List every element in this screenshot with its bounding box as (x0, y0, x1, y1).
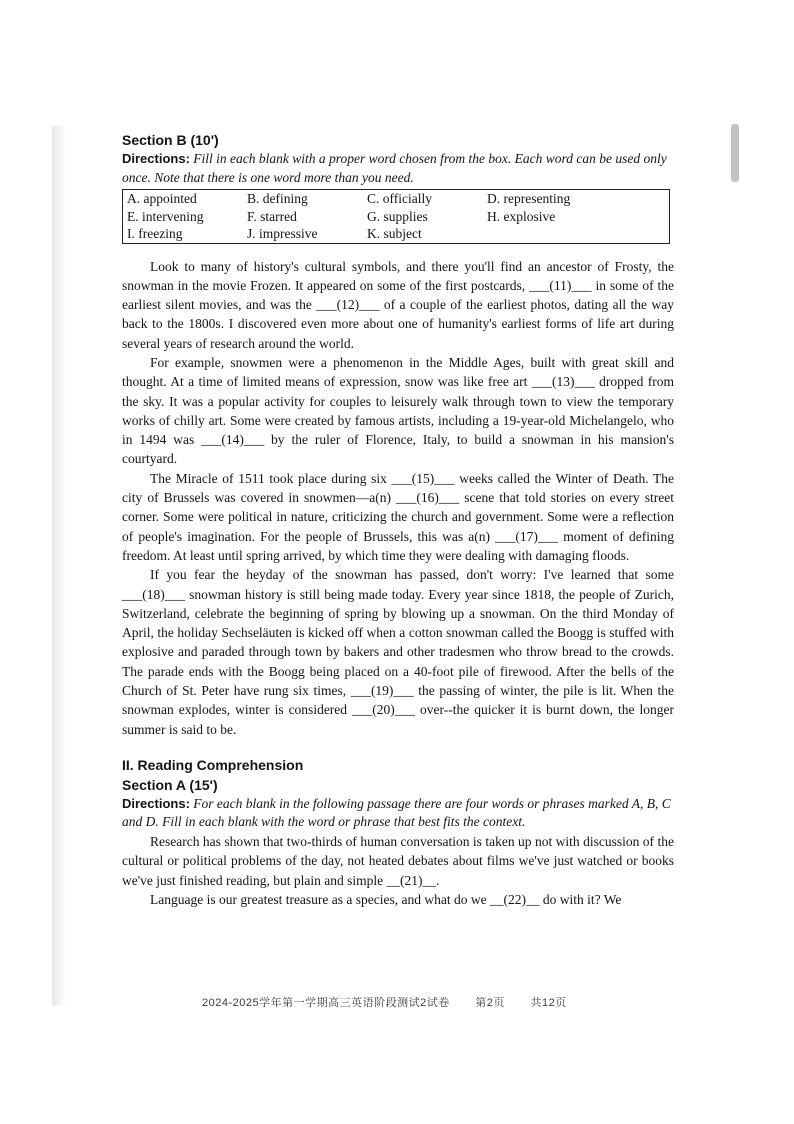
word-box-row (123, 208, 670, 226)
reading-paragraph-1: Research has shown that two-thirds of human conversation is taken up not with discussion of the cultural or political problems of the day, not heated debates about films we've just watched or books we've just finished reading, but plain and simple __(21)__. (122, 833, 674, 888)
scrollbar-thumb[interactable] (731, 124, 739, 182)
passage-paragraph-4: If you fear the heyday of the snowman has passed, don't worry: I've learned that some ___(18)___ snowman history is still being made today. Every year since 1818, the people of Zurich, Switzerland, celebrate the beginning of spring by blowing up a snowman. On the third Monday of April, the holiday Sechseläuten is kicked off when a cotton snowman called the Boogg is stuffed with explosive and paraded through town by bakers and other tradesmen who throw bread to the crowds. The parade ends with the Boogg being placed on a 40-foot pile of firewood. After the bells of the Church of St. Peter have rung six times, ___(19)___ the passing of winter, the pile is lit. When the snowman explodes, winter is considered ___(20)___ over--the quicker it is burnt down, the longer summer is said to be. (122, 567, 674, 737)
exam-page (122, 130, 674, 909)
directions-label: Directions: (122, 151, 190, 166)
word-option: G. supplies (367, 208, 428, 224)
scan-edge-shadow (52, 126, 66, 1006)
word-option: E. intervening (127, 208, 204, 224)
total-pages: 共12页 (530, 997, 567, 1009)
word-box-row (123, 225, 670, 243)
word-box-row (123, 190, 670, 208)
word-option: F. starred (247, 208, 297, 224)
section-b-title: Section B (10') (122, 132, 219, 148)
directions-text: Fill in each blank with a proper word chosen from the box. Each word can be used only once. Note that there is one word more than you need. (122, 151, 667, 185)
section-b-directions (122, 150, 674, 187)
page-number: 第2页 (475, 997, 505, 1009)
passage-paragraph-1: Look to many of history's cultural symbols, and there you'll find an ancestor of Frosty, the snowman in the movie Frozen. It appeared on some of the first postcards, ___(11)___ in some of the earliest silent movies, and was the ___(12)___ of a couple of the earliest photos, dating all the way back to the 1800s. I discovered even more about one of humanity's earliest forms of life art during several years of research around the world. (122, 258, 674, 351)
exam-name: 2024-2025学年第一学期高三英语阶段测试2试卷 (202, 997, 450, 1009)
reading-paragraph-2: Language is our greatest treasure as a species, and what do we __(22)__ do with it? We (150, 891, 622, 907)
section-a-directions (122, 795, 674, 832)
word-option (483, 225, 670, 243)
word-option: B. defining (247, 191, 308, 206)
section-a-title: Section A (15') (122, 776, 218, 793)
word-option: J. impressive (247, 226, 318, 241)
word-option: A. appointed (127, 191, 197, 206)
part-2-title: II. Reading Comprehension (122, 756, 304, 773)
word-option: K. subject (367, 226, 422, 241)
word-option: H. explosive (487, 208, 556, 224)
passage-paragraph-3: The Miracle of 1511 took place during six ___(15)___ weeks called the Winter of Death. The city of Brussels was covered in snowmen—a(n) ___(16)___ scene that told stories on every street corner. Some were political in nature, criticizing the church and government. Some were a reflection of people's imagination. For the people of Brussels, this was a(n) ___(17)___ moment of defining freedom. At least until spring arrived, by which time they were dealing with damaging floods. (122, 470, 674, 563)
directions-label: Directions: (122, 795, 190, 811)
word-option: I. freezing (127, 226, 183, 241)
word-option: D. representing (487, 191, 571, 206)
vertical-scrollbar[interactable] (729, 124, 741, 1054)
word-box (122, 189, 670, 244)
passage-paragraph-2: For example, snowmen were a phenomenon in the Middle Ages, built with great skill and thought. At a time of limited means of expression, snow was like free art ___(13)___ dropped from the sky. It was a popular activity for couples to leisurely walk through town to view the temporary works of chilly art. Some were created by famous artists, including a 19-year-old Michelangelo, who in 1494 was ___(14)___ by the ruler of Florence, Italy, to build a snowman in his mansion's courtyard. (122, 354, 674, 467)
directions-text: For each blank in the following passage there are four words or phrases marked A, B, C and D. Fill in each blank with the word or phrase that best fits the context. (122, 795, 671, 830)
word-option: C. officially (367, 191, 432, 206)
section-gap (122, 739, 674, 755)
page-footer (202, 994, 589, 1010)
